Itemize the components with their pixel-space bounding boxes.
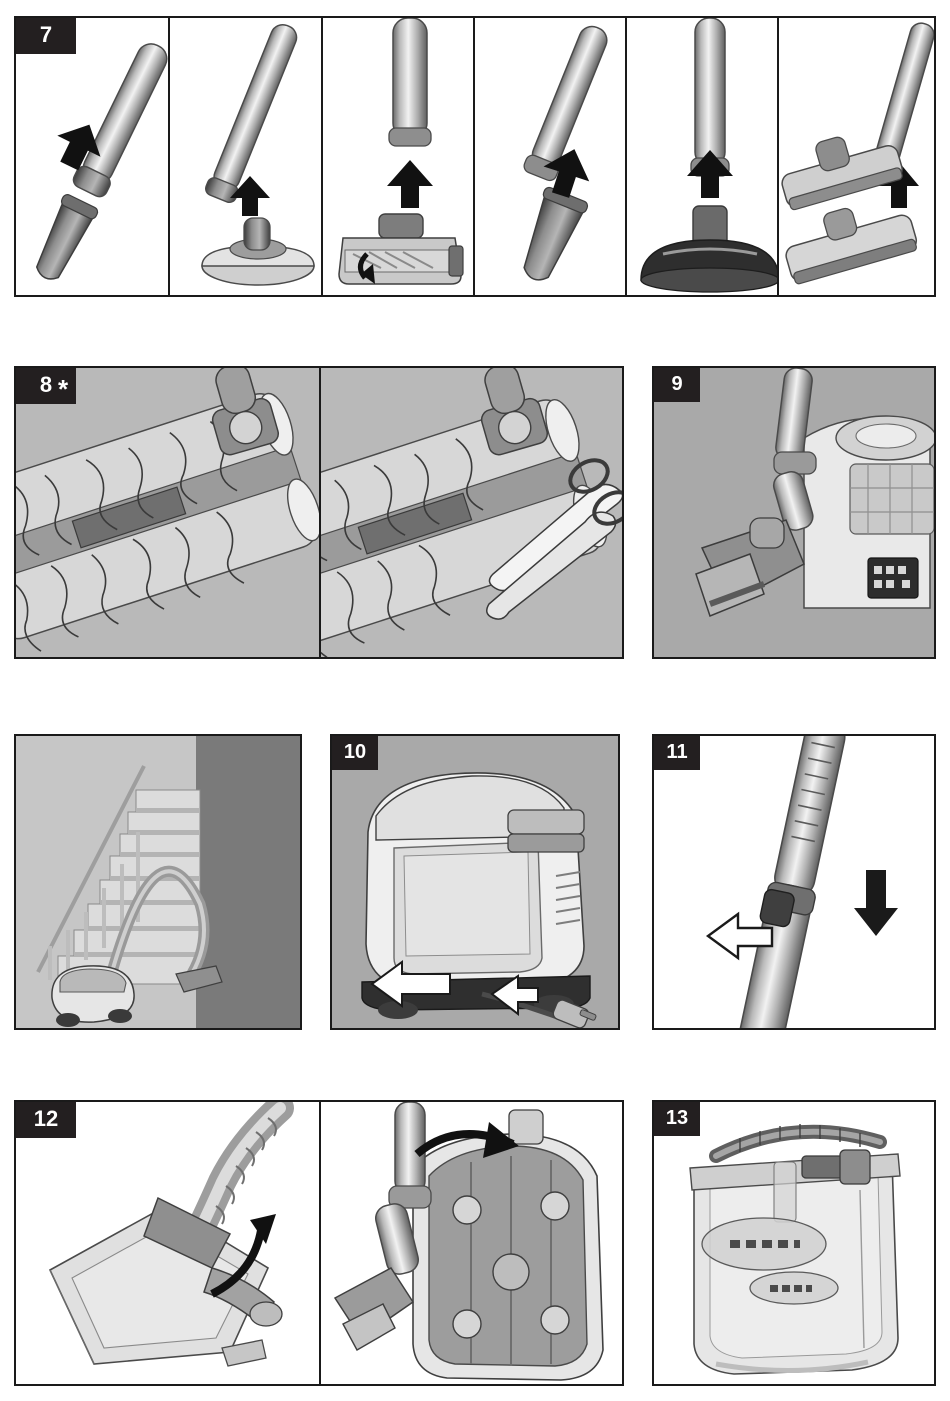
panel-1-cell-a [16, 18, 168, 295]
upholstery-nozzle-arrow-up-icon [627, 18, 777, 295]
turbo-nozzle-clip-arrow-up-rotate-icon [323, 18, 473, 295]
footnote-asterisk: * [58, 374, 69, 404]
panel-7-cell-b [321, 1102, 622, 1384]
panel-6 [652, 734, 936, 1030]
step-number-12: 12 [16, 1102, 76, 1138]
remove-dust-container-from-canister-rotate-arrow-icon [321, 1102, 622, 1384]
vacuum-on-stairs-scene-icon [16, 736, 300, 1028]
wand-into-hose-arrow-up-icon [16, 18, 168, 295]
panel-2-cell-b [321, 368, 622, 657]
turbo-brush-roller-cut-with-scissors-icon [321, 368, 622, 657]
panel-2 [14, 366, 624, 659]
panel-1-cell-b [170, 18, 321, 295]
panel-4 [14, 734, 302, 1030]
step-number-11: 11 [654, 736, 700, 770]
panel-1-cell-e [627, 18, 777, 295]
step-number-10: 10 [332, 736, 378, 770]
panel-1-cell-c [323, 18, 473, 295]
panel-1-cell-f [779, 18, 934, 295]
panel-7-cell-a [16, 1102, 319, 1384]
dust-container-max-fill-level-labels-icon [654, 1102, 934, 1384]
pull-power-cord-from-canister-arrows-icon [332, 736, 618, 1028]
panel-7 [14, 1100, 624, 1386]
step-number-13: 13 [654, 1102, 700, 1136]
step-number-7: 7 [16, 18, 76, 54]
panel-2-cell-a [16, 368, 319, 657]
floor-nozzle-onto-tube-arrow-up-icon [170, 18, 321, 295]
panel-1-cell-d [475, 18, 625, 295]
nozzle-parked-in-holder-on-canister-icon [654, 368, 934, 657]
open-dust-container-lid-rotate-arrow-icon [16, 1102, 319, 1384]
step-number-8: 8 [16, 368, 76, 404]
parquet-brush-arrow-up-icon [779, 18, 934, 295]
crevice-tool-arrow-up-icon [475, 18, 625, 295]
panel-5 [330, 734, 620, 1030]
panel-3 [652, 366, 936, 659]
step-number-9: 9 [654, 368, 700, 402]
panel-8 [652, 1100, 936, 1386]
turbo-brush-roller-tangled-threads-icon [16, 368, 319, 657]
panel-1 [14, 16, 936, 297]
telescopic-tube-slider-adjust-arrows-icon [654, 736, 934, 1028]
